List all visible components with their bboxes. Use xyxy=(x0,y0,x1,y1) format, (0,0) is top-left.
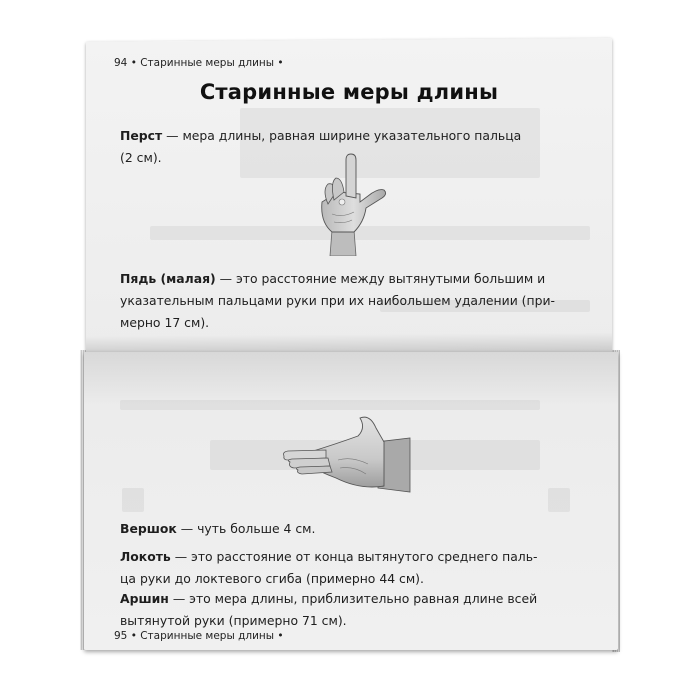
running-head-bottom: 95 • Старинные меры длины • xyxy=(114,630,284,642)
arshin-definition-line1: — это мера длины, приблизительно равная длине всей xyxy=(168,591,538,606)
term-perst: Перст xyxy=(120,128,163,143)
lokot-definition-line2: ца руки до локтевого сгиба (примерно 44 см). xyxy=(120,571,424,586)
paragraph-lokot xyxy=(120,546,590,590)
paragraph-vershok xyxy=(120,518,590,540)
running-head-top: 94 • Старинные меры длины • xyxy=(114,57,284,69)
hand-perst-illustration xyxy=(308,152,392,256)
perst-definition: — мера длины, равная ширине указательного пальца xyxy=(162,128,522,143)
term-pyad: Пядь (малая) xyxy=(120,271,216,286)
vershok-definition: — чуть больше 4 см. xyxy=(176,521,316,536)
term-lokot: Локоть xyxy=(120,549,171,564)
paragraph-arshin xyxy=(120,588,590,632)
pyad-definition-line3: мерно 17 см). xyxy=(120,315,210,330)
term-vershok: Вершок xyxy=(120,521,177,536)
paragraph-pyad xyxy=(120,268,590,334)
perst-definition-end: (2 см). xyxy=(120,150,162,165)
term-arshin: Аршин xyxy=(120,591,169,606)
pyad-definition-line1: — это расстояние между вытянутыми большим и xyxy=(215,271,546,286)
hand-open-illustration xyxy=(280,408,412,498)
bleed-through-icon xyxy=(122,488,144,512)
lokot-definition-line1: — это расстояние от конца вытянутого среднего паль- xyxy=(170,549,538,564)
arshin-definition-line2: вытянутой руки (примерно 71 см). xyxy=(120,613,347,628)
pyad-definition-line2: указательным пальцами руки при их наибольшем удалении (при- xyxy=(120,293,556,308)
page-title: Старинные меры длины xyxy=(199,80,499,104)
bleed-through-icon xyxy=(548,488,570,512)
